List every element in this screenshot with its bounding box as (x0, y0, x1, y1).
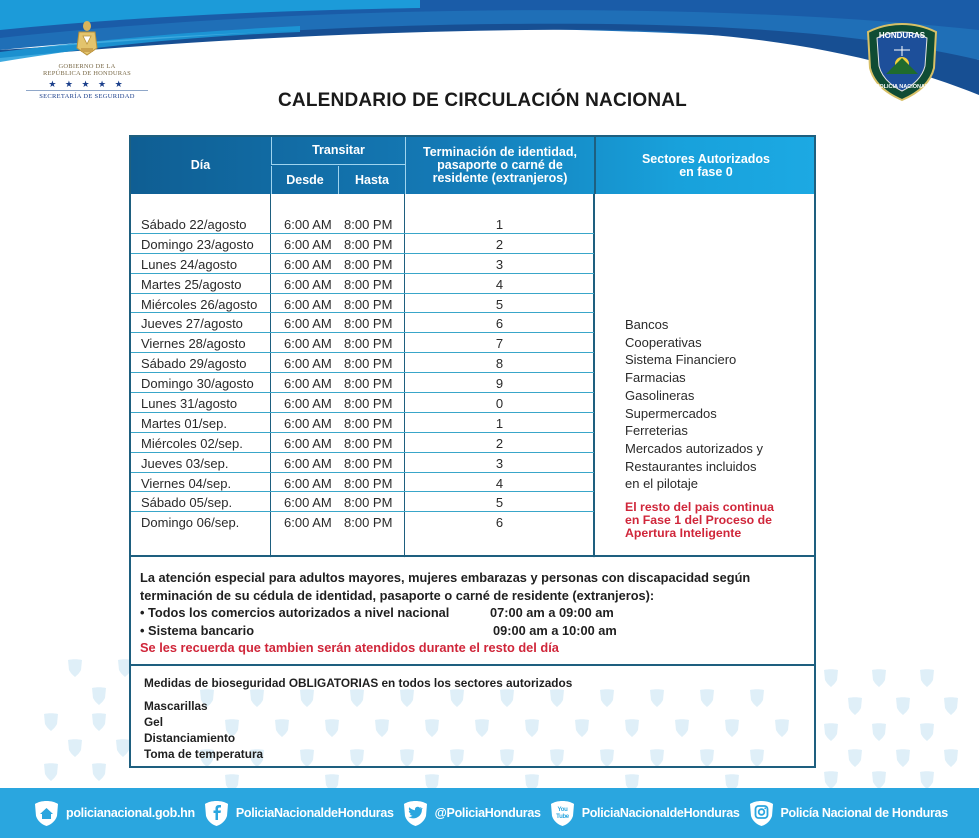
phase-1-notice (625, 501, 774, 540)
sector-item: Cooperativas (625, 334, 702, 350)
special-item-commerce (140, 604, 814, 622)
biosecurity-item: Mascarillas (144, 699, 208, 713)
facebook-icon (204, 800, 229, 827)
table-row (131, 214, 594, 234)
special-item-label: • Sistema bancario (140, 622, 255, 638)
cell-desde: 6:00 AM (284, 336, 332, 352)
footer-link-youtube[interactable] (550, 800, 740, 827)
special-item-label: • Todos los comercios autorizados a nivel nacional (140, 605, 450, 620)
biosecurity-heading: Medidas de bioseguridad OBLIGATORIAS en todos los sectores autorizados (144, 676, 573, 690)
cell-hasta: 8:00 PM (344, 455, 393, 471)
cell-dia: Viernes 04/sep. (141, 475, 232, 491)
table-row (131, 234, 594, 254)
cell-hasta: 8:00 PM (344, 495, 393, 511)
cell-hasta: 8:00 PM (344, 515, 393, 531)
cell-dia: Lunes 31/agosto (141, 396, 238, 412)
table-row (131, 433, 594, 453)
column-header-hasta: Hasta (338, 166, 405, 194)
table-row (131, 313, 594, 333)
cell-desde: 6:00 AM (284, 455, 332, 471)
table-row (131, 274, 594, 294)
cell-hasta: 8:00 PM (344, 276, 393, 292)
table-body (131, 194, 814, 558)
table-row (131, 254, 594, 274)
cell-dia: Miércoles 26/agosto (141, 296, 258, 312)
cell-terminacion: 6 (495, 316, 504, 332)
cell-dia: Domingo 06/sep. (141, 515, 240, 531)
biosecurity-item: Gel (144, 715, 164, 729)
cell-dia: Sábado 29/agosto (141, 356, 247, 372)
column-header-transitar: Transitar (271, 137, 405, 165)
home-icon (34, 800, 59, 827)
cell-hasta: 8:00 PM (344, 376, 393, 392)
footer-link-label: policianacional.gob.hn (66, 806, 195, 820)
sector-item: Sistema Financiero (625, 352, 737, 368)
special-attention-section (129, 555, 816, 666)
column-header-sectores (594, 137, 816, 194)
special-intro-line-1: La atención especial para adultos mayores, mujeres embarazas y personas con discapacidad según (140, 570, 751, 585)
table-row (131, 492, 594, 512)
cell-desde: 6:00 AM (284, 415, 332, 431)
table-row (131, 333, 594, 353)
twitter-icon (403, 800, 428, 827)
cell-hasta: 8:00 PM (344, 396, 393, 412)
cell-terminacion: 8 (495, 356, 504, 372)
page-title: CALENDARIO DE CIRCULACIÓN NACIONAL (278, 90, 687, 111)
cell-terminacion: 5 (495, 495, 504, 511)
cell-hasta: 8:00 PM (344, 236, 393, 252)
secretariat-name: SECRETARÍA DE SEGURIDAD (39, 93, 135, 100)
coat-of-arms-icon (72, 18, 102, 58)
table-row (131, 453, 594, 473)
cell-desde: 6:00 AM (284, 256, 332, 272)
cell-desde: 6:00 AM (284, 236, 332, 252)
cell-dia: Martes 25/agosto (141, 276, 242, 292)
special-item-time: 07:00 am a 09:00 am (490, 605, 614, 620)
cell-hasta: 8:00 PM (344, 316, 393, 332)
cell-desde: 6:00 AM (284, 376, 332, 392)
authorized-sectors-list (625, 316, 763, 493)
footer-link-label: @PoliciaHonduras (434, 806, 541, 820)
cell-desde: 6:00 AM (284, 276, 332, 292)
cell-desde: 6:00 AM (284, 296, 332, 312)
sector-item: Mercados autorizados y (625, 440, 764, 456)
cell-desde: 6:00 AM (284, 475, 332, 491)
footer-link-twitter[interactable] (403, 800, 541, 827)
cell-hasta: 8:00 PM (344, 415, 393, 431)
sector-item: Farmacias (625, 370, 686, 386)
sector-item: Supermercados (625, 405, 717, 421)
cell-hasta: 8:00 PM (344, 356, 393, 372)
cell-terminacion: 0 (495, 396, 504, 412)
cell-terminacion: 6 (495, 515, 504, 531)
cell-desde: 6:00 AM (284, 217, 332, 232)
cell-hasta: 8:00 PM (344, 336, 393, 352)
footer-link-label: Policía Nacional de Honduras (780, 806, 948, 820)
special-intro-line-2: terminación de su cédula de identidad, pasaporte o carné de residente (extranjeros): (140, 587, 655, 603)
cell-desde: 6:00 AM (284, 515, 332, 531)
table-row (131, 393, 594, 413)
cell-terminacion: 4 (495, 276, 504, 292)
cell-dia: Sábado 05/sep. (141, 495, 233, 511)
svg-text:Tube: Tube (555, 813, 569, 820)
cell-terminacion: 5 (495, 296, 504, 312)
special-item-banking (140, 622, 814, 640)
cell-hasta: 8:00 PM (344, 435, 393, 451)
cell-hasta: 8:00 PM (344, 256, 393, 272)
footer-link-label: PoliciaNacionaldeHonduras (581, 806, 740, 820)
cell-dia: Domingo 23/agosto (141, 236, 254, 252)
social-footer (0, 788, 979, 838)
cell-desde: 6:00 AM (284, 495, 332, 511)
sectores-header-text: Sectores Autorizados en fase 0 (641, 151, 771, 179)
sector-item: Bancos (625, 317, 669, 332)
footer-link-website[interactable] (34, 800, 195, 827)
svg-text:HONDURAS: HONDURAS (878, 31, 926, 40)
cell-terminacion: 1 (495, 415, 504, 431)
cell-dia: Martes 01/sep. (141, 415, 227, 431)
sector-item: Gasolineras (625, 387, 695, 403)
cell-terminacion: 2 (495, 435, 504, 451)
cell-dia: Viernes 28/agosto (141, 336, 246, 352)
svg-text:You: You (557, 806, 568, 813)
phase-notice-line: en Fase 1 del Proceso de (625, 513, 772, 527)
cell-hasta: 8:00 PM (344, 475, 393, 491)
cell-dia: Miércoles 02/sep. (141, 435, 243, 451)
circulation-schedule-table (129, 135, 816, 558)
column-header-dia: Día (190, 158, 211, 172)
table-row (131, 413, 594, 433)
cell-desde: 6:00 AM (284, 316, 332, 332)
instagram-icon (749, 800, 774, 827)
table-header (131, 137, 814, 194)
table-row (131, 294, 594, 314)
cell-dia: Lunes 24/agosto (141, 256, 238, 272)
table-row (131, 353, 594, 373)
cell-desde: 6:00 AM (284, 396, 332, 412)
phase-notice-line: Apertura Inteligente (625, 526, 742, 540)
cell-hasta: 8:00 PM (344, 217, 393, 232)
cell-dia: Domingo 30/agosto (141, 376, 254, 392)
table-row (131, 373, 594, 393)
special-item-time: 09:00 am a 10:00 am (493, 622, 617, 638)
cell-terminacion: 1 (495, 217, 504, 232)
schedule-rows (131, 214, 594, 532)
sector-item: en el pilotaje (625, 476, 698, 492)
cell-hasta: 8:00 PM (344, 296, 393, 312)
cell-dia: Jueves 27/agosto (141, 316, 243, 332)
cell-dia: Sábado 22/agosto (141, 217, 247, 232)
footer-link-label: PoliciaNacionaldeHonduras (235, 806, 394, 820)
footer-link-instagram[interactable] (749, 800, 948, 827)
cell-dia: Jueves 03/sep. (141, 455, 229, 471)
sector-item: Ferreterias (625, 423, 688, 439)
youtube-icon (550, 800, 575, 827)
cell-terminacion: 7 (495, 336, 504, 352)
table-row (131, 473, 594, 493)
footer-link-facebook[interactable] (204, 800, 394, 827)
cell-terminacion: 3 (495, 455, 504, 471)
sector-item: Restaurantes incluidos (625, 458, 757, 474)
svg-text:POLICIA NACIONAL: POLICIA NACIONAL (875, 84, 929, 90)
phase-notice-line: El resto del pais continua (625, 500, 774, 514)
column-header-terminacion: Terminación de identidad, pasaporte o carné de residente (extranjeros) (405, 137, 594, 194)
biosecurity-item: Toma de temperatura (144, 747, 264, 761)
government-line-1: GOBIERNO DE LA (58, 63, 116, 70)
stars-decoration: ★ ★ ★ ★ ★ (48, 79, 126, 89)
table-row (131, 512, 594, 532)
special-reminder: Se les recuerda que tambien serán atendidos durante el resto del día (140, 640, 559, 655)
biosecurity-item: Distanciamiento (144, 731, 236, 745)
government-line-2: REPÚBLICA DE HONDURAS (43, 70, 131, 77)
cell-terminacion: 4 (495, 475, 504, 491)
cell-terminacion: 3 (495, 256, 504, 272)
cell-desde: 6:00 AM (284, 435, 332, 451)
cell-desde: 6:00 AM (284, 356, 332, 372)
column-header-desde: Desde (271, 166, 338, 194)
cell-terminacion: 2 (495, 236, 504, 252)
cell-terminacion: 9 (495, 376, 504, 392)
biosecurity-section (129, 664, 816, 768)
